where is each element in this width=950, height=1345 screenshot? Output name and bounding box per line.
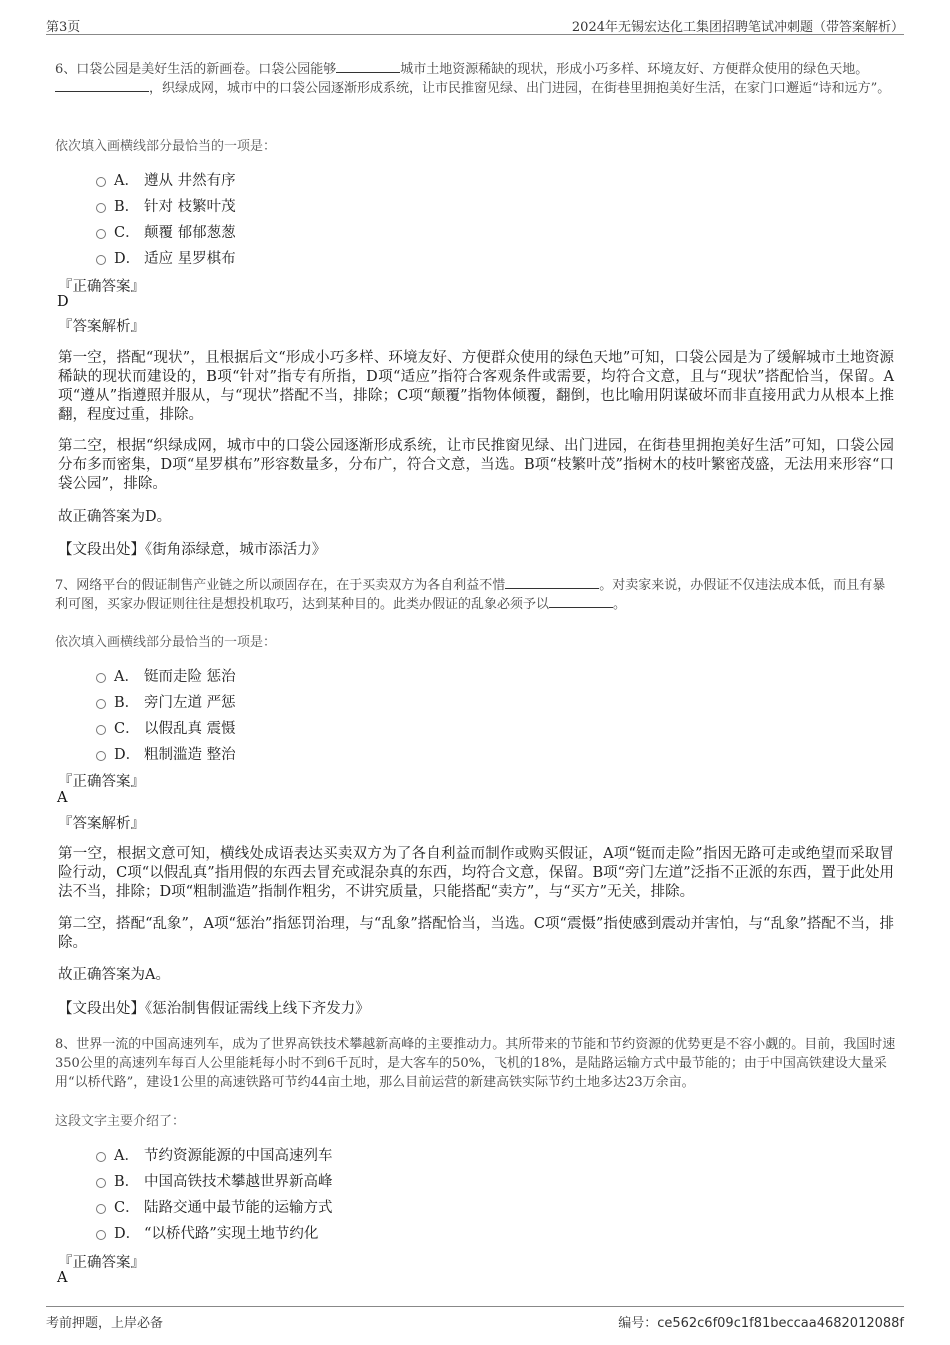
- q6-conclusion: 故正确答案为D。: [58, 509, 172, 525]
- answer-label: 『正确答案』: [58, 774, 145, 790]
- radio-icon[interactable]: [96, 673, 106, 683]
- q6-answer: D: [57, 294, 69, 310]
- q7-options: [96, 662, 236, 766]
- radio-icon[interactable]: [96, 751, 106, 761]
- page-footer: [46, 1306, 904, 1331]
- q8-stem: 8、世界一流的中国高速列车，成为了世界高铁技术攀越新高峰的主要推动力。其所带来的节能和节约资源的优势更是不容小觑的。目前，我国时速350公里的高速列车每百人公里能耗每小时不到6千瓦时，是大客车的50%，飞机的18%，是陆路运输方式中最节能的；由于中国高铁建设大量采用“以桥代路”，建设1公里的高速铁路可节约44亩土地，那么目前运营的新建高铁实际节约土地多达23万余亩。: [55, 1037, 896, 1090]
- q6-prompt: 依次填入画横线部分最恰当的一项是：: [55, 139, 277, 154]
- radio-icon[interactable]: [96, 725, 106, 735]
- analysis-label: 『答案解析』: [58, 816, 145, 832]
- option-c[interactable]: C． 以假乱真 震慑: [96, 714, 236, 740]
- radio-icon[interactable]: [96, 203, 106, 213]
- option-a[interactable]: A． 遵从 井然有序: [96, 166, 236, 192]
- q7-analysis-2: 第二空，搭配“乱象”，A项“惩治”指惩罚治理，与“乱象”搭配恰当，当选。C项“震慑”指使感到震动并害怕，与“乱象”搭配不当，排除。: [58, 916, 894, 951]
- radio-icon[interactable]: [96, 229, 106, 239]
- option-d[interactable]: D． 粗制滥造 整治: [96, 740, 236, 766]
- option-a[interactable]: A． 节约资源能源的中国高速列车: [96, 1141, 333, 1167]
- q7-analysis-1: 第一空，根据文意可知，横线处成语表达买卖双方为了各自利益而制作或购买假证，A项“铤而走险”指因无路可走或绝望而采取冒险行动，C项“以假乱真”指用假的东西去冒充或混杂真的东西，均符合文意，保留。B项“旁门左道”泛指不正派的东西，置于此处用法不当，排除；D项“粗制滥造”指制作粗劣，不讲究质量，只能搭配“卖方”，与“买方”无关，排除。: [58, 846, 894, 900]
- q8-options: [96, 1141, 333, 1245]
- radio-icon[interactable]: [96, 177, 106, 187]
- page-header: [46, 12, 904, 35]
- option-b[interactable]: B． 旁门左道 严惩: [96, 688, 236, 714]
- blank: [55, 79, 149, 92]
- blank: [336, 60, 400, 73]
- q7-conclusion: 故正确答案为A。: [58, 967, 170, 983]
- q7-source: 【文段出处】《惩治制售假证需线上线下齐发力》: [58, 1001, 370, 1017]
- radio-icon[interactable]: [96, 1178, 106, 1188]
- q7-prompt: 依次填入画横线部分最恰当的一项是：: [55, 635, 277, 650]
- radio-icon[interactable]: [96, 255, 106, 265]
- footer-slogan: 考前押题，上岸必备: [46, 1316, 164, 1331]
- q8-answer: A: [57, 1270, 68, 1286]
- radio-icon[interactable]: [96, 1204, 106, 1214]
- radio-icon[interactable]: [96, 1152, 106, 1162]
- blank: [505, 576, 599, 589]
- option-c[interactable]: C． 颠覆 郁郁葱葱: [96, 218, 236, 244]
- q7-answer: A: [57, 790, 68, 806]
- q6-analysis-2: 第二空，根据“织绿成网，城市中的口袋公园逐渐形成系统，让市民推窗见绿、出门进园，在街巷里拥抱美好生活”可知，口袋公园分布多而密集，D项“星罗棋布”形容数量多，分布广，符合文意，当选。B项“枝繁叶茂”指树木的枝叶繁密茂盛，无法用来形容“口袋公园”，排除。: [58, 438, 894, 492]
- answer-label: 『正确答案』: [58, 1255, 145, 1271]
- option-d[interactable]: D． “以桥代路”实现土地节约化: [96, 1219, 333, 1245]
- q6-stem: 6、口袋公园是美好生活的新画卷。口袋公园能够 城市土地资源稀缺的现状，形成小巧多样、环境友好、方便群众使用的绿色天地。 ，织绿成网，城市中的口袋公园逐渐形成系统，让市民推窗见绿、出门进园，在街巷里拥抱美好生活，在家门口邂逅“诗和远方”。: [55, 62, 891, 96]
- document-code: 编号：ce562c6f09c1f81beccaa4682012088f: [618, 1316, 904, 1331]
- analysis-label: 『答案解析』: [58, 319, 145, 335]
- answer-label: 『正确答案』: [58, 279, 145, 295]
- option-d[interactable]: D． 适应 星罗棋布: [96, 244, 236, 270]
- option-c[interactable]: C． 陆路交通中最节能的运输方式: [96, 1193, 333, 1219]
- page-number: 第3页: [46, 20, 81, 35]
- radio-icon[interactable]: [96, 1230, 106, 1240]
- q6-options: [96, 166, 236, 270]
- q6-source: 【文段出处】《街角添绿意，城市添活力》: [58, 542, 327, 558]
- q6-analysis-1: 第一空，搭配“现状”，且根据后文“形成小巧多样、环境友好、方便群众使用的绿色天地”可知，口袋公园是为了缓解城市土地资源稀缺的现状而建设的，B项“针对”指专有所指，D项“适应”指符合客观条件或需要，均符合文意，且与“现状”搭配恰当，保留。A项“遵从”指遵照并服从，与“现状”搭配不当，排除；C项“颠覆”指物体倾覆，翻倒，也比喻用阴谋破坏而非直接用武力从根本上推翻，程度过重，排除。: [58, 350, 894, 423]
- q8-prompt: 这段文字主要介绍了：: [55, 1114, 186, 1129]
- document-title: 2024年无锡宏达化工集团招聘笔试冲刺题（带答案解析）: [571, 20, 904, 35]
- q7-stem: 7、网络平台的假证制售产业链之所以顽固存在，在于买卖双方为各自利益不惜 。对卖家来说，办假证不仅违法成本低，而且有暴利可图，买家办假证则往往是想投机取巧，达到某种目的。此类办假证的乱象必须予以 。: [55, 578, 886, 612]
- option-a[interactable]: A． 铤而走险 惩治: [96, 662, 236, 688]
- blank: [549, 595, 613, 608]
- option-b[interactable]: B． 针对 枝繁叶茂: [96, 192, 236, 218]
- radio-icon[interactable]: [96, 699, 106, 709]
- option-b[interactable]: B． 中国高铁技术攀越世界新高峰: [96, 1167, 333, 1193]
